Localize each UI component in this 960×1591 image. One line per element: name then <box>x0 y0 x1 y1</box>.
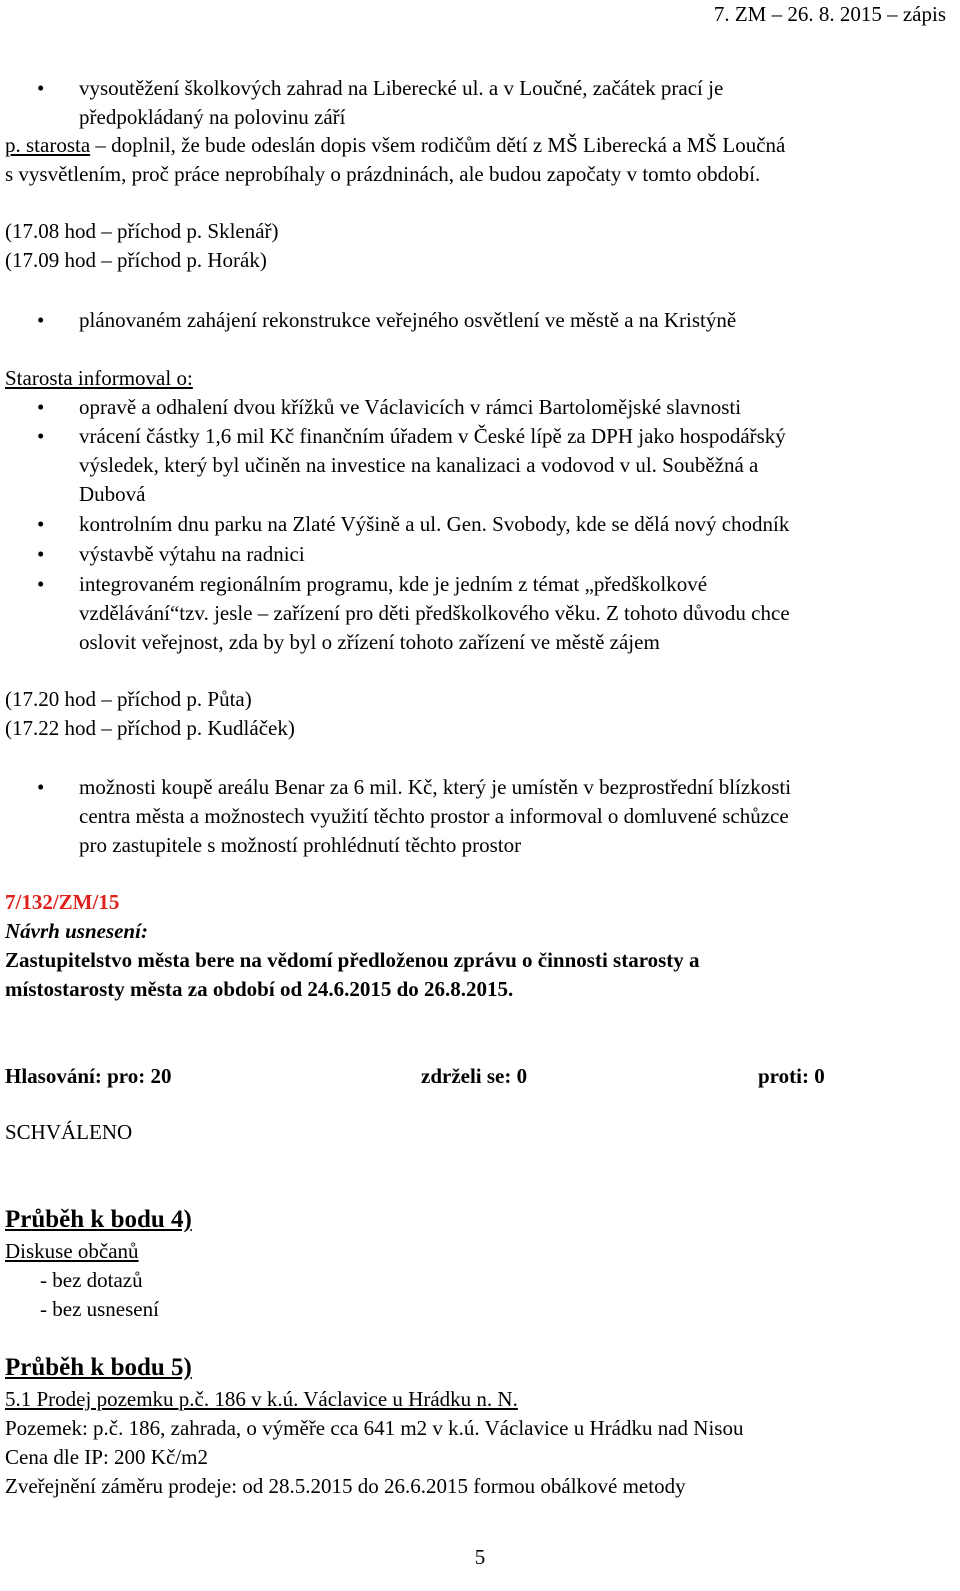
bullet-text: vysoutěžení školkových zahrad na Liberecké ul. a v Loučné, začátek prací je <box>79 76 724 100</box>
paragraph-line: Cena dle IP: 200 Kč/m2 <box>5 1445 208 1469</box>
vote-against: proti: 0 <box>758 1064 825 1088</box>
bullet-icon: • <box>37 395 45 419</box>
bullet-icon: • <box>37 424 45 448</box>
bullet-text: integrovaném regionálním programu, kde je jedním z témat „předškolkové <box>79 572 708 596</box>
bullet-icon: • <box>37 572 45 596</box>
paragraph-text: – doplnil, že bude odeslán dopis všem rodičům dětí z MŠ Liberecká a MŠ Loučná <box>90 133 786 157</box>
paragraph-line: Zveřejnění záměru prodeje: od 28.5.2015 do 26.6.2015 formou obálkové metody <box>5 1474 686 1498</box>
arrival-note: (17.09 hod – příchod p. Horák) <box>5 248 267 272</box>
bullet-text: oslovit veřejnost, zda by byl o zřízení tohoto zařízení ve městě zájem <box>79 630 660 654</box>
resolution-text: místostarosty města za období od 24.6.2015 do 26.8.2015. <box>5 977 514 1001</box>
section-title: Průběh k bodu 4) <box>5 1206 192 1233</box>
resolution-number: 7/132/ZM/15 <box>5 890 120 914</box>
speaker-name: p. starosta <box>5 133 91 157</box>
bullet-text: plánovaném zahájení rekonstrukce veřejného osvětlení ve městě a na Kristýně <box>79 308 737 332</box>
bullet-text: možnosti koupě areálu Benar za 6 mil. Kč, který je umístěn v bezprostřední blízkosti <box>79 775 792 799</box>
bullet-icon: • <box>37 512 45 536</box>
bullet-icon: • <box>37 775 45 799</box>
bullet-text: výsledek, který byl učiněn na investice na kanalizaci a vodovod v ul. Souběžná a <box>79 453 759 477</box>
bullet-text: předpokládaný na polovinu září <box>79 105 346 129</box>
paragraph-line <box>5 131 785 160</box>
section-subtitle: Diskuse občanů <box>5 1239 139 1263</box>
bullet-text: vrácení částky 1,6 mil Kč finančním úřadem v České lípě za DPH jako hospodářský <box>79 424 786 448</box>
arrival-note: (17.08 hod – příchod p. Sklenář) <box>5 219 279 243</box>
page-header: 7. ZM – 26. 8. 2015 – zápis <box>713 2 946 26</box>
dash-item: - bez dotazů <box>40 1268 143 1292</box>
paragraph-line: s vysvětlením, proč práce neprobíhaly o prázdninách, ale budou započaty v tomto období. <box>5 162 761 186</box>
arrival-note: (17.22 hod – příchod p. Kudláček) <box>5 716 295 740</box>
bullet-text: Dubová <box>79 482 146 506</box>
bullet-text: centra města a možnostech využití těchto prostor a informoval o domluvené schůzce <box>79 804 789 828</box>
bullet-text: pro zastupitele s možností prohlédnutí těchto prostor <box>79 833 522 857</box>
bullet-text: vzdělávání“tzv. jesle – zařízení pro děti předškolkového věku. Z tohoto důvodu chce <box>79 601 790 625</box>
dash-item: - bez usnesení <box>40 1297 159 1321</box>
bullet-text: výstavbě výtahu na radnici <box>79 542 305 566</box>
vote-for: Hlasování: pro: 20 <box>5 1064 172 1088</box>
bullet-icon: • <box>37 76 45 100</box>
resolution-label: Návrh usnesení: <box>5 919 148 943</box>
arrival-note: (17.20 hod – příchod p. Půta) <box>5 687 252 711</box>
section-heading: Starosta informoval o: <box>5 366 193 390</box>
resolution-text: Zastupitelstvo města bere na vědomí předloženou zprávu o činnosti starosty a <box>5 948 700 972</box>
vote-abstain: zdrželi se: 0 <box>421 1064 528 1088</box>
bullet-icon: • <box>37 308 45 332</box>
section-title: Průběh k bodu 5) <box>5 1354 192 1381</box>
page-number: 5 <box>474 1545 486 1569</box>
bullet-text: opravě a odhalení dvou křížků ve Václavicích v rámci Bartolomějské slavnosti <box>79 395 742 419</box>
bullet-icon: • <box>37 542 45 566</box>
paragraph-line: Pozemek: p.č. 186, zahrada, o výměře cca 641 m2 v k.ú. Václavice u Hrádku nad Nisou <box>5 1416 744 1440</box>
section-subtitle: 5.1 Prodej pozemku p.č. 186 v k.ú. Václavice u Hrádku n. N. <box>5 1387 518 1411</box>
bullet-text: kontrolním dnu parku na Zlaté Výšině a ul. Gen. Svobody, kde se dělá nový chodník <box>79 512 790 536</box>
resolution-result: SCHVÁLENO <box>5 1120 133 1144</box>
